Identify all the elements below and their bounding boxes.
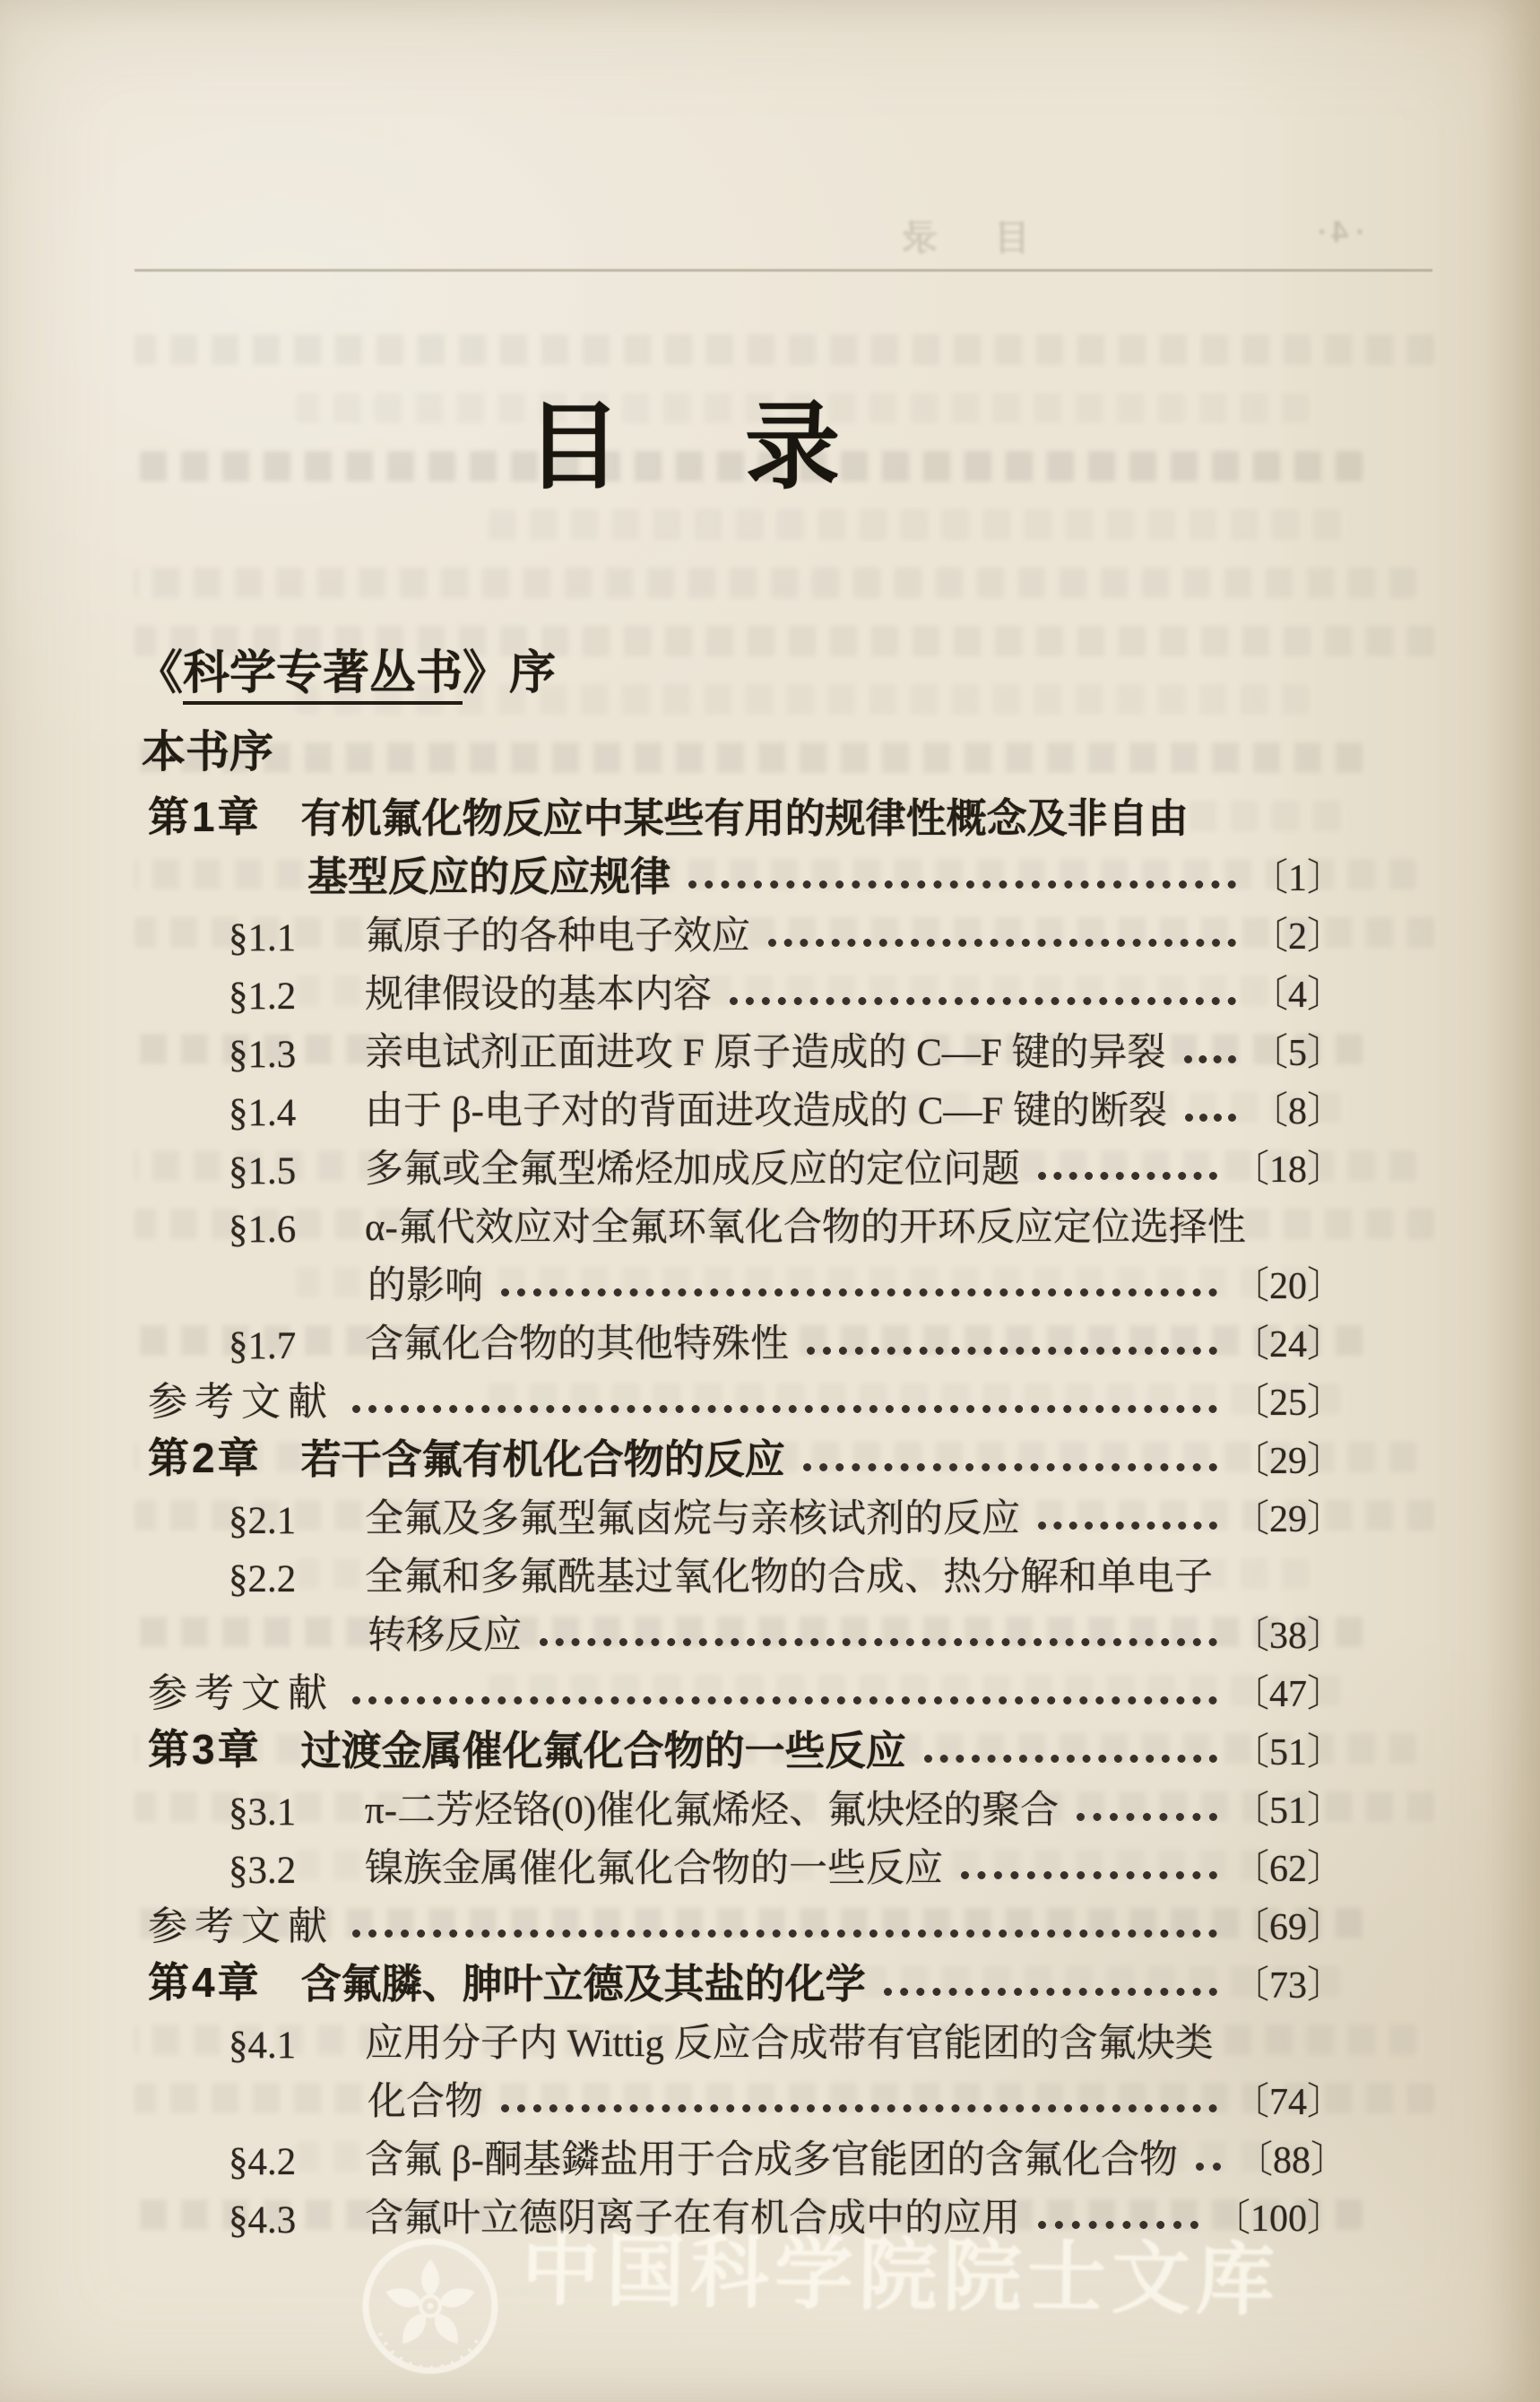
references-label: 参考文献 bbox=[148, 1671, 334, 1715]
toc-row bbox=[148, 902, 1345, 960]
toc-row bbox=[148, 1135, 1345, 1193]
page-number: 〔8〕 bbox=[1250, 1091, 1345, 1132]
dotted-leader bbox=[501, 2104, 1217, 2112]
entry-title-continued: 转移反应 bbox=[368, 1614, 522, 1657]
entry-title: α-氟代效应对全氟环氧化合物的开环反应定位选择性 bbox=[365, 1206, 1246, 1249]
dotted-leader bbox=[924, 1755, 1217, 1763]
dotted-leader bbox=[352, 1929, 1217, 1938]
page-number: 〔69〕 bbox=[1231, 1907, 1345, 1948]
page-number: 〔100〕 bbox=[1212, 2198, 1345, 2240]
dotted-leader bbox=[1184, 1055, 1236, 1063]
section-label: §2.1 bbox=[229, 1500, 297, 1542]
section-label: §1.2 bbox=[229, 976, 297, 1018]
entry-title: 含氟膦、胂叶立德及其盐的化学 bbox=[300, 1961, 866, 2007]
series-preface-suffix: 》序 bbox=[463, 647, 557, 699]
dotted-leader bbox=[352, 1696, 1217, 1704]
entry-title: 由于 β-电子对的背面进攻造成的 C—F 键的断裂 bbox=[365, 1089, 1168, 1132]
page-number: 〔25〕 bbox=[1231, 1383, 1345, 1424]
section-label: §1.5 bbox=[229, 1150, 297, 1192]
entry-title-continued: 化合物 bbox=[368, 2080, 483, 2123]
page-number: 〔5〕 bbox=[1250, 1033, 1345, 1074]
cas-emblem-logo bbox=[359, 2234, 502, 2378]
toc-row bbox=[148, 1951, 1345, 2009]
toc-row bbox=[148, 2126, 1348, 2184]
page-number: 〔38〕 bbox=[1231, 1616, 1345, 1657]
page-number: 〔29〕 bbox=[1231, 1499, 1345, 1540]
page-number: 〔18〕 bbox=[1231, 1149, 1345, 1191]
page-number: 〔51〕 bbox=[1231, 1732, 1345, 1773]
chapter-label: 第2章 bbox=[148, 1435, 262, 1481]
dotted-leader bbox=[1196, 2163, 1221, 2171]
dotted-leader bbox=[807, 1347, 1217, 1355]
dotted-leader bbox=[540, 1638, 1217, 1646]
dotted-leader bbox=[1038, 1522, 1217, 1530]
dotted-leader bbox=[884, 1988, 1217, 1996]
dotted-leader bbox=[961, 1871, 1217, 1879]
entry-title: 亲电试剂正面进攻 F 原子造成的 C—F 键的异裂 bbox=[365, 1031, 1166, 1074]
bleedthrough-line bbox=[134, 568, 1416, 598]
section-label: §1.4 bbox=[229, 1092, 297, 1134]
toc-row bbox=[148, 1426, 1345, 1485]
toc-row bbox=[148, 844, 1345, 902]
toc-row bbox=[148, 1776, 1345, 1834]
references-label: 参考文献 bbox=[148, 1380, 334, 1424]
page-number: 〔47〕 bbox=[1231, 1674, 1345, 1715]
section-label: §1.7 bbox=[229, 1325, 297, 1367]
bleedthrough-line bbox=[134, 334, 1434, 365]
book-preface-entry: 本书序 bbox=[142, 728, 274, 776]
page-number: 〔74〕 bbox=[1231, 2082, 1345, 2123]
dotted-leader bbox=[352, 1405, 1217, 1413]
section-label: §3.2 bbox=[229, 1850, 297, 1892]
bleedthrough-running-head: 目 录 bbox=[878, 219, 1031, 258]
series-name: 科学专著丛书 bbox=[183, 647, 463, 705]
page-number: 〔62〕 bbox=[1231, 1849, 1345, 1890]
entry-title: 镍族金属催化氟化合物的一些反应 bbox=[365, 1847, 943, 1890]
dotted-leader bbox=[688, 880, 1236, 889]
page-number: 〔4〕 bbox=[1250, 975, 1345, 1016]
section-label: §4.2 bbox=[229, 2141, 297, 2183]
entry-title: 有机氟化物反应中某些有用的规律性概念及非自由 bbox=[300, 795, 1189, 842]
entry-title: π-二芳烃铬(0)催化氟烯烃、氟炔烃的聚合 bbox=[365, 1789, 1060, 1832]
series-preface-entry bbox=[136, 635, 556, 702]
entry-title: 过渡金属催化氟化合物的一些反应 bbox=[300, 1728, 906, 1774]
bleedthrough-line bbox=[489, 509, 1340, 540]
entry-title: 含氟叶立德阴离子在有机合成中的应用 bbox=[365, 2197, 1020, 2240]
toc-row bbox=[148, 2068, 1345, 2126]
section-label: §4.3 bbox=[229, 2199, 297, 2242]
toc-row bbox=[148, 1077, 1345, 1135]
page-number: 〔51〕 bbox=[1231, 1791, 1345, 1832]
page-number: 〔88〕 bbox=[1234, 2140, 1348, 2181]
section-label: §2.2 bbox=[229, 1558, 297, 1600]
section-label: §1.1 bbox=[229, 917, 297, 959]
bleedthrough-header-rule bbox=[134, 269, 1432, 272]
entry-title: 含氟化合物的其他特殊性 bbox=[365, 1322, 789, 1366]
watermark-text: 中国科学院院士文库 bbox=[521, 2225, 1281, 2325]
toc-entry-list bbox=[148, 785, 1348, 2242]
section-label: §3.1 bbox=[229, 1791, 297, 1834]
toc-row bbox=[148, 960, 1345, 1019]
series-preface-prefix: 《 bbox=[136, 647, 184, 699]
section-label: §1.3 bbox=[229, 1034, 297, 1076]
entry-title-continued: 的影响 bbox=[368, 1264, 483, 1307]
toc-row bbox=[148, 1252, 1345, 1310]
toc-row bbox=[148, 1660, 1345, 1718]
page-number: 〔73〕 bbox=[1231, 1965, 1345, 2007]
toc-row bbox=[148, 1718, 1345, 1776]
dotted-leader bbox=[730, 997, 1236, 1005]
chapter-label: 第4章 bbox=[148, 1959, 262, 2006]
chapter-label: 第3章 bbox=[148, 1726, 262, 1773]
entry-title: 氟原子的各种电子效应 bbox=[365, 915, 750, 958]
toc-row bbox=[148, 2184, 1345, 2242]
dotted-leader bbox=[803, 1463, 1217, 1471]
toc-row bbox=[148, 1019, 1345, 1077]
toc-row bbox=[148, 2009, 1345, 2068]
bleedthrough-page-number: ·4· bbox=[1311, 215, 1364, 249]
page-title: 目 录 bbox=[526, 395, 854, 500]
entry-title: 全氟和多氟酰基过氧化物的合成、热分解和单电子 bbox=[365, 1556, 1213, 1599]
dotted-leader bbox=[501, 1288, 1217, 1296]
entry-title: 全氟及多氟型氟卤烷与亲核试剂的反应 bbox=[365, 1497, 1020, 1540]
toc-row bbox=[148, 1368, 1345, 1426]
dotted-leader bbox=[1185, 1114, 1236, 1122]
toc-row bbox=[148, 1543, 1345, 1601]
entry-title: 应用分子内 Wittig 反应合成带有官能团的含氟炔类 bbox=[365, 2022, 1214, 2065]
toc-row bbox=[148, 1485, 1345, 1543]
section-label: §1.6 bbox=[229, 1209, 297, 1251]
dotted-leader bbox=[768, 939, 1236, 947]
page-number: 〔1〕 bbox=[1250, 858, 1345, 899]
toc-row bbox=[148, 1893, 1345, 1951]
toc-row bbox=[148, 1601, 1345, 1660]
bleedthrough-line bbox=[134, 742, 1363, 773]
entry-title: 多氟或全氟型烯烃加成反应的定位问题 bbox=[365, 1148, 1020, 1191]
toc-row bbox=[148, 1193, 1345, 1252]
page-number: 〔20〕 bbox=[1231, 1266, 1345, 1307]
page-number: 〔24〕 bbox=[1231, 1324, 1345, 1366]
toc-row bbox=[148, 785, 1345, 844]
entry-title-continued: 基型反应的反应规律 bbox=[307, 854, 671, 900]
entry-title: 规律假设的基本内容 bbox=[365, 973, 712, 1016]
page-number: 〔2〕 bbox=[1250, 916, 1345, 958]
chapter-label: 第1章 bbox=[148, 793, 262, 840]
references-label: 参考文献 bbox=[148, 1904, 334, 1948]
dotted-leader bbox=[1077, 1813, 1217, 1821]
dotted-leader bbox=[1038, 1172, 1217, 1180]
toc-row bbox=[148, 1834, 1345, 1893]
section-label: §4.1 bbox=[229, 2025, 297, 2067]
dotted-leader bbox=[1038, 2221, 1198, 2229]
toc-row bbox=[148, 1310, 1345, 1368]
entry-title: 若干含氟有机化合物的反应 bbox=[300, 1436, 785, 1483]
page-number: 〔29〕 bbox=[1231, 1441, 1345, 1482]
entry-title: 含氟 β-酮基鏻盐用于合成多官能团的含氟化合物 bbox=[365, 2138, 1178, 2181]
